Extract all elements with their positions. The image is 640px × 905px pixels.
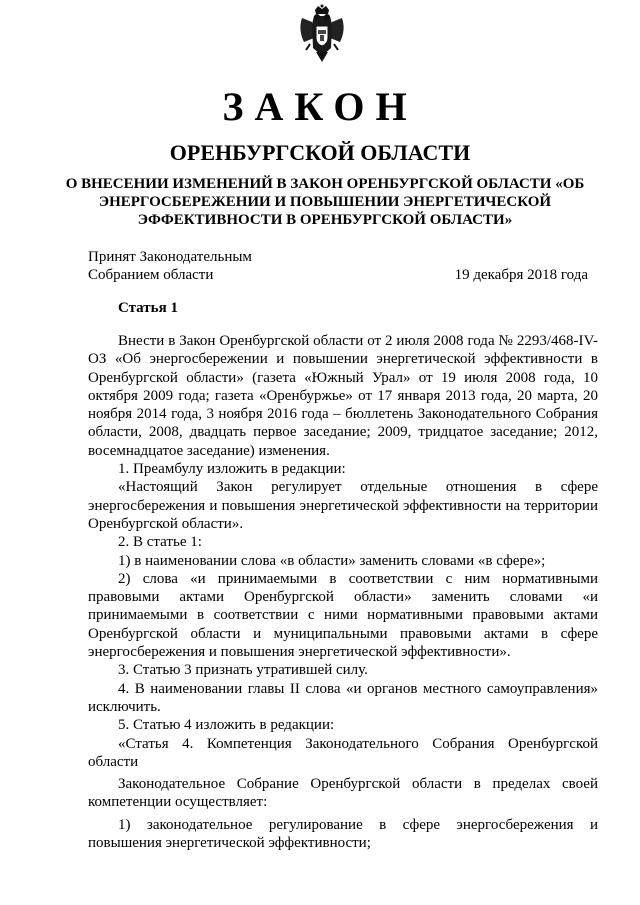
adoption-line-2: Собранием области	[88, 267, 214, 283]
paragraph: Законодательное Собрание Оренбургской области в пределах своей компетенции осуществляет:	[88, 776, 598, 811]
paragraph: 2. В статье 1:	[118, 534, 202, 551]
law-subject: О ВНЕСЕНИИ ИЗМЕНЕНИЙ В ЗАКОН ОРЕНБУРГСКОЙ ОБЛАСТИ «ОБ ЭНЕРГОСБЕРЕЖЕНИИ И ПОВЫШЕНИИ ЭНЕРГЕТИЧЕСКОЙ ЭФФЕКТИВНОСТИ В ОРЕНБУРГСКОЙ ОБЛАСТИ»	[65, 176, 585, 228]
paragraph: 5. Статью 4 изложить в редакции:	[118, 717, 335, 734]
paragraph: 3. Статью 3 признать утратившей силу.	[118, 662, 368, 679]
paragraph: «Статья 4. Компетенция Законодательного Собрания Оренбургской области	[88, 735, 598, 770]
paragraph: 1) законодательное регулирование в сфере энергосбережения и повышения энергетической эффективности;	[88, 816, 598, 852]
region-title: ОРЕНБУРГСКОЙ ОБЛАСТИ	[169, 140, 471, 165]
paragraph: 4. В наименовании главы II слова «и органов местного самоуправления» исключить.	[88, 680, 598, 715]
adoption-date: 19 декабря 2018 года	[454, 267, 588, 283]
article-heading: Статья 1	[118, 300, 178, 316]
coat-of-arms-icon	[296, 4, 348, 66]
paragraph: Внести в Закон Оренбургской области от 2 июля 2008 года № 2293/468-IV-ОЗ «Об энергосбережении и повышении энергетической эффективности в Оренбургской области» (газета «Южный Урал» от 19 июля 2008 года, 10 октября 2009 года; газета «Оренбуржье» от 17 января 2013 года, 20 марта, 20 ноября 2014 года, 3 ноября 2016 года – бюллетень Законодательного Собрания области, 2008, двадцать первое заседание; 2009, тридцатое заседание; 2012, восемнадцатое заседание) изменения.	[88, 333, 598, 459]
adoption-block	[88, 248, 252, 284]
article-body	[88, 332, 598, 852]
adoption-line-1: Принят Законодательным	[88, 249, 252, 265]
paragraph: 2) слова «и принимаемыми в соответствии с ним нормативными правовыми актами Оренбургской области» заменить словами «и принимаемыми в соответствии с ними нормативными правовыми актами Оренбургской области и муниципальными правовыми актами в сфере энергосбережения и повышения энергетической эффективности».	[88, 570, 598, 661]
page-title: ЗАКОН	[222, 84, 418, 129]
paragraph: 1) в наименовании слова «в области» заменить словами «в сфере»;	[118, 552, 546, 569]
paragraph: «Настоящий Закон регулирует отдельные отношения в сфере энергосбережения и повышения энергетической эффективности на территории Оренбургской области».	[88, 479, 598, 532]
paragraph: 1. Преамбулу изложить в редакции:	[118, 461, 346, 478]
